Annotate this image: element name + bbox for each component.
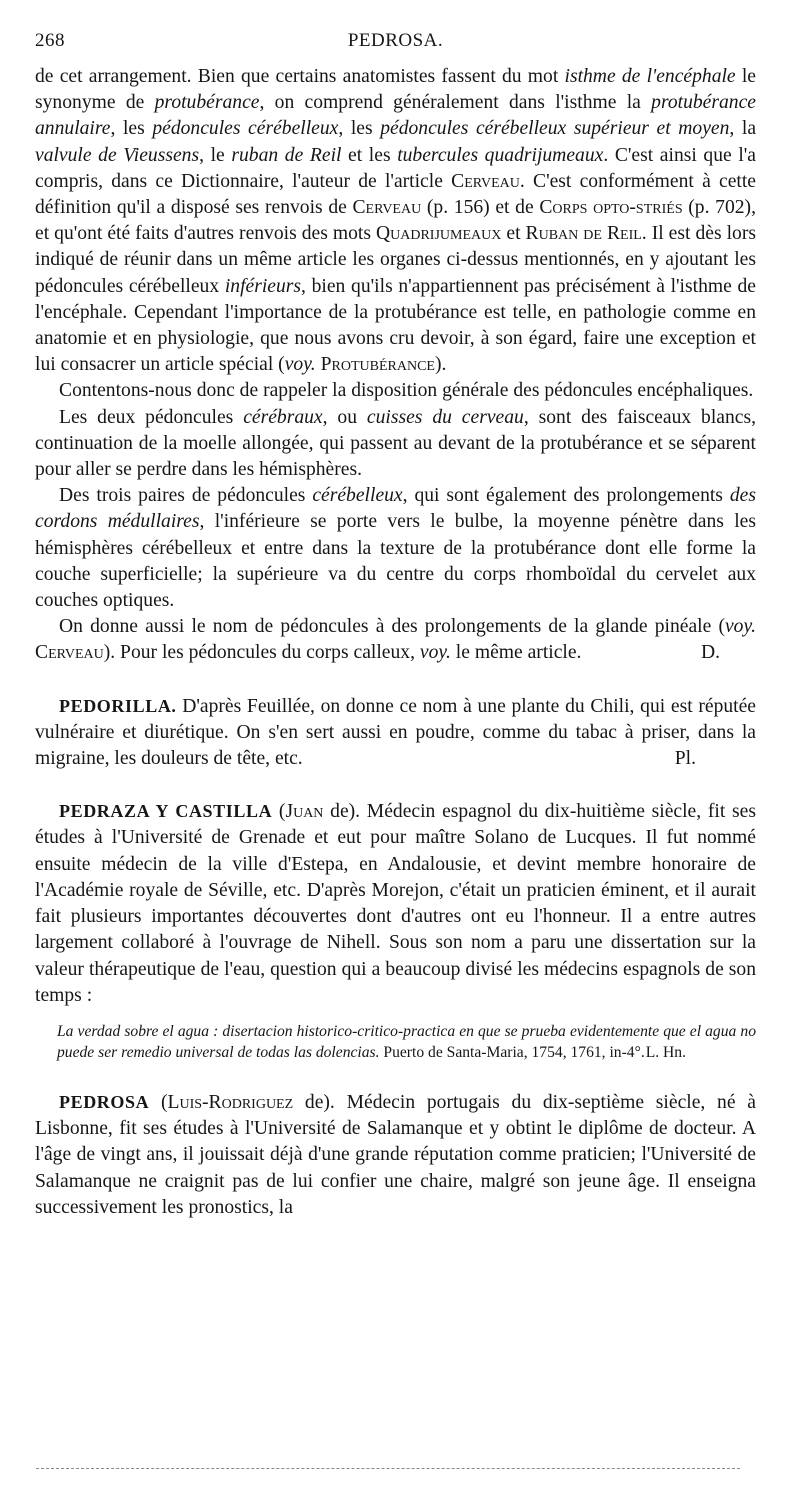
cross-reference: Cerveau <box>352 197 422 219</box>
italic-term: cérébraux <box>243 406 323 428</box>
text-run: (p. 156) et de <box>421 197 540 219</box>
author-firstname: Juan <box>285 801 324 823</box>
citation-title: La verdad sobre el agua : disertacion historico-critico-practica en que se prueba evidentemente que el agua no puede ser remedio universal de todas las dolencias. <box>57 1022 756 1061</box>
text-run: On donne aussi le nom de pédoncules à des prolongements de la glande pinéale ( <box>59 616 725 638</box>
text-run: ). Pour les pédoncules du corps calleux, <box>103 642 420 664</box>
italic-term: valvule de Vieussens <box>35 144 200 166</box>
cross-reference: Cerveau <box>35 642 104 664</box>
text-run: , qui sont également des prolongements <box>402 485 730 507</box>
text-run: , les <box>338 118 381 140</box>
running-head <box>35 30 756 64</box>
italic-term: voy. <box>284 354 316 376</box>
text-run: . C'est conformément à cette définition qu'il a disposé ses renvois de <box>35 170 756 219</box>
italic-term: protubérance annulaire <box>35 92 756 140</box>
cross-reference: Cerveau <box>451 170 520 192</box>
text-run: , bien qu'ils n'appartiennent pas précisément à l'isthme de l'encéphale. Cependant l'importance de la protubérance est telle, en pathologie comme en anatomie et en physiologie, que nous avons cru devoir, à son égard, faire une exception et lui consacrer un article spécial ( <box>35 275 756 376</box>
pedoncules-paragraph-2: Contentons-nous donc de rappeler la disposition générale des pédoncules encéphaliques. <box>59 380 754 402</box>
running-title: PEDROSA. <box>347 30 444 51</box>
italic-term: protubérance <box>154 92 260 114</box>
text-run: , la <box>729 118 757 140</box>
text-run: , l'inférieure se porte vers le bulbe, la moyenne pénètre dans les hémisphères cérébelleux et entre dans la texture de la protubérance dont elle forme la couche superficielle; la supérieure va du centre du corps rhomboïdal du cervelet aux couches optiques. <box>35 511 757 612</box>
entry-pedraza <box>35 798 756 1009</box>
pedoncules-paragraph-3 <box>35 405 756 484</box>
italic-term: voy. <box>724 616 756 638</box>
text-run: de). Médecin espagnol du dix-huitième siècle, fit ses études à l'Université de Grenade et eut pour maître Solano de Lucques. Il fut nommé ensuite médecin de la ville d'Estepa, en Andalousie, et devint membre honoraire de l'Académie royale de Séville, etc. D'après Morejon, c'était un praticien éminent, et il aurait fait plusieurs importantes découvertes dont d'autres ont eu l'honneur. Il a entre autres largement collaboré à l'ouvrage de Nihell. Sous son nom a paru une dissertation sur la valeur thérapeutique de l'eau, question qui a beaucoup divisé les médecins espagnols de son temps : <box>35 801 756 1006</box>
cross-reference: Protubérance <box>320 354 435 376</box>
text-run: et <box>501 223 526 245</box>
italic-term: cérébelleux <box>312 485 403 507</box>
italic-term: isthme de l'encéphale <box>564 66 736 87</box>
text-run: , les <box>110 118 153 140</box>
text-run: ). <box>434 354 447 376</box>
citation-imprint: Puerto de Santa-Maria, 1754, 1761, in-4°. <box>379 1043 645 1061</box>
text-run: ( <box>149 1091 168 1113</box>
author-signature: L. Hn. <box>645 1043 686 1061</box>
text-run: Les deux pédoncules <box>59 406 244 428</box>
text-run: , on comprend généralement dans l'isthme la <box>259 92 652 114</box>
author-firstname: Luis-Rodriguez <box>167 1091 294 1113</box>
page-bottom-rule <box>36 1468 740 1469</box>
page-number: 268 <box>35 30 65 51</box>
pedoncules-paragraph-5 <box>35 614 756 666</box>
pedoncules-paragraph-4 <box>35 483 756 614</box>
italic-term: cuisses du cerveau <box>366 406 524 428</box>
entry-pedrosa <box>35 1089 756 1221</box>
cross-reference: Corps opto-striés <box>539 197 683 219</box>
entry-pedorilla <box>35 693 756 773</box>
text-run: D'après Feuillée, on donne ce nom à une plante du Chili, qui est réputée vulnéraire et diurétique. On s'en sert aussi en poudre, comme du tabac à priser, dans la migraine, les douleurs de tête, etc. <box>35 695 756 770</box>
text-run: , sont des faisceaux blancs, continuation de la moelle allongée, qui passent au devant de la protubérance et se séparent pour aller se perdre dans les hémisphères. <box>35 406 757 481</box>
italic-term: voy. <box>419 642 451 664</box>
text-run: Des trois paires de pédoncules <box>59 485 313 507</box>
italic-term: pédoncules cérébelleux <box>152 118 339 140</box>
author-signature: D. <box>700 642 720 664</box>
entry-headword: PEDROSA <box>59 1091 150 1112</box>
italic-term: inférieurs <box>224 275 302 297</box>
text-run: de cet arrangement. Bien que certains anatomistes fassent du mot <box>35 66 565 87</box>
text-run: (p. 702), et qu'ont été faits d'autres renvois des mots <box>35 197 756 245</box>
text-run: le même article. <box>450 642 582 664</box>
text-run: de). Médecin portugais du dix-septième siècle, né à Lisbonne, fit ses études à l'Université de Salamanque et y obtint le diplôme de docteur. A l'âge de vingt ans, il jouissait déjà d'une grande réputation comme praticien; l'Université de Salamanque ne craignit pas de lui confier une chaire, malgré son jeune âge. Il enseigna successivement les pronostics, la <box>35 1091 756 1218</box>
pedoncules-paragraph-1 <box>35 64 756 378</box>
italic-term: des cordons médullaires <box>35 485 756 533</box>
italic-term: ruban de Reil <box>231 144 342 166</box>
italic-term: tubercules quadrijumeaux <box>397 144 604 166</box>
text-run: . C'est ainsi que l'a compris, dans ce Dictionnaire, l'auteur de l'article <box>35 144 756 192</box>
entry-headword: PEDORILLA. <box>59 695 177 716</box>
text-run: et les <box>341 144 398 166</box>
entry-headword: PEDRAZA Y CASTILLA <box>59 801 273 822</box>
text-run: le synonyme de <box>35 66 756 114</box>
author-signature: Pl. <box>674 748 696 770</box>
italic-term: pédoncules cérébelleux supérieur et moyen <box>380 118 730 140</box>
bibliographic-citation <box>35 1021 756 1063</box>
text-run: . Il est dès lors indiqué de réunir dans un même article les organes ci-dessus mentionnés, en y ajoutant les pédoncules cérébelleux <box>35 223 756 297</box>
text-run: ( <box>272 801 286 823</box>
text-run: , le <box>199 144 232 166</box>
cross-reference: Quadrijumeaux <box>375 223 502 245</box>
cross-reference: Ruban de Reil <box>525 223 642 245</box>
text-run: , ou <box>322 406 367 428</box>
